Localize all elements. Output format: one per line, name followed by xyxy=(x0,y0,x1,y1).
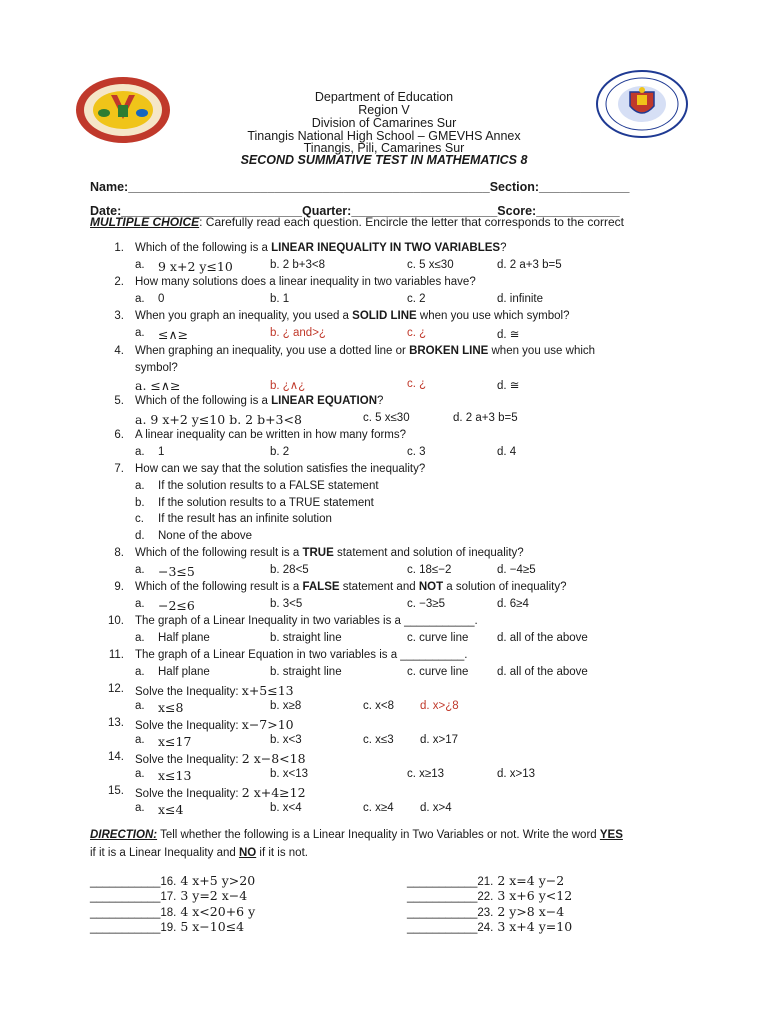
choice-a-letter[interactable]: a. xyxy=(135,259,145,271)
choice-d[interactable]: d. x>¿8 xyxy=(420,700,459,712)
choice-b[interactable]: b. x<4 xyxy=(270,802,302,814)
choice-a[interactable]: Half plane xyxy=(158,632,210,644)
choice-c[interactable]: c. 3 xyxy=(407,446,426,458)
choice-d[interactable]: d. all of the above xyxy=(497,632,588,644)
choice-a[interactable]: ≤∧≥ xyxy=(158,327,189,342)
multiple-choice-label: MULTIPLE CHOICE xyxy=(90,215,200,229)
choice-a[interactable]: 1 xyxy=(158,446,165,458)
question-keyword: TRUE xyxy=(302,547,334,559)
instructions-text: : Carefully read each question. Encircle the letter that corresponds to the correct xyxy=(199,215,624,229)
question-number: 13. xyxy=(108,717,124,729)
choice-letter[interactable]: d. xyxy=(135,530,145,543)
choice-a[interactable]: x≤17 xyxy=(158,734,192,749)
choice-c[interactable]: c. x≤3 xyxy=(363,734,394,746)
question-expression: x−7>10 xyxy=(241,717,294,732)
choice-a-letter[interactable]: a. xyxy=(135,802,145,814)
question-expression: 2 x−8<18 xyxy=(241,751,306,766)
date-quarter-score-field[interactable]: Date:__________________________Quarter:_____________________Score:____________ xyxy=(90,204,620,218)
choice-b[interactable]: b. 28<5 xyxy=(270,564,309,576)
question-number: 14. xyxy=(108,751,124,763)
answer-blank[interactable]: ___________ xyxy=(90,921,161,934)
answer-blank[interactable]: ___________ xyxy=(407,906,478,919)
choice-a-letter[interactable]: a. xyxy=(135,293,145,305)
name-section-field[interactable]: Name:____________________________________________________Section:_____________ xyxy=(90,180,630,194)
item-number: 18. xyxy=(160,906,177,919)
question-number: 1. xyxy=(114,242,124,254)
question-text: Solve the Inequality: x+5≤13 xyxy=(135,683,294,698)
choice-a[interactable]: x≤8 xyxy=(158,700,184,715)
choice-a-letter[interactable]: a. xyxy=(135,632,145,644)
choice-b[interactable]: b. straight line xyxy=(270,632,342,644)
question-number: 9. xyxy=(114,581,124,593)
choice-c[interactable]: c. curve line xyxy=(407,666,469,678)
item-expression: 4 x<20+6 y xyxy=(176,903,256,919)
choice-a[interactable]: a. 9 x+2 y≤10 b. 2 b+3<8 xyxy=(135,412,302,427)
question-text: Which of the following result is a TRUE statement and solution of inequality? xyxy=(135,547,524,559)
question-keyword: FALSE xyxy=(302,581,340,593)
question-number: 15. xyxy=(108,785,124,797)
choice-text[interactable]: If the result has an infinite solution xyxy=(158,513,332,526)
question-text: When graphing an inequality, you use a dotted line or BROKEN LINE when you use which xyxy=(135,345,596,357)
choice-d[interactable]: d. 4 xyxy=(497,446,517,458)
choice-c[interactable]: c. x≥13 xyxy=(407,768,444,780)
choice-d[interactable]: d. 2 a+3 b=5 xyxy=(453,412,518,424)
header-division: Division of Camarines Sur xyxy=(311,116,457,130)
choice-c[interactable]: c. x≥4 xyxy=(363,802,394,814)
item-expression: 2 y>8 x−4 xyxy=(493,903,565,919)
question-number: 7. xyxy=(114,463,124,475)
direction-paragraph-line2: if it is a Linear Inequality and NO if it is not. xyxy=(90,847,308,859)
question-number: 8. xyxy=(114,547,124,559)
question-text: Which of the following result is a FALSE statement and NOT a solution of inequality? xyxy=(135,581,567,593)
choice-b[interactable]: b. x<3 xyxy=(270,734,302,746)
choice-d[interactable]: d. x>13 xyxy=(497,768,536,780)
item-expression: 4 x+5 y>20 xyxy=(176,873,256,888)
question-text: Solve the Inequality: 2 x+4≥12 xyxy=(135,785,306,800)
choice-text[interactable]: None of the above xyxy=(158,530,252,543)
item-expression: 3 y=2 x−4 xyxy=(176,888,248,904)
choice-b[interactable]: b. straight line xyxy=(270,666,342,678)
item-expression: 5 x−10≤4 xyxy=(176,918,245,934)
choice-c[interactable]: c. x<8 xyxy=(363,700,395,712)
choice-b[interactable]: b. 3<5 xyxy=(270,598,303,610)
choice-c[interactable]: c. 5 x≤30 xyxy=(407,259,454,271)
header-department: Department of Education xyxy=(314,90,454,104)
choice-d[interactable]: d. 6≥4 xyxy=(497,598,529,610)
question-number: 11. xyxy=(108,649,124,661)
choice-c[interactable]: c. 5 x≤30 xyxy=(363,412,410,424)
header-region: Region V xyxy=(358,103,410,117)
question-text: The graph of a Linear Equation in two variables is a __________. xyxy=(135,649,468,661)
choice-a-letter[interactable]: a. xyxy=(135,768,145,780)
choice-a-letter[interactable]: a. xyxy=(135,564,145,576)
choice-a[interactable]: x≤4 xyxy=(158,802,184,817)
header-address: Tinangis, Pili, Camarines Sur xyxy=(303,141,465,155)
direction-paragraph: DIRECTION: Tell whether the following is a Linear Inequality in Two Variables or not. Write the word YES xyxy=(90,829,623,841)
item-number: 22. xyxy=(477,891,494,904)
item-number: 17. xyxy=(160,891,177,904)
choice-a-letter[interactable]: a. xyxy=(135,598,145,610)
question-expression: x+5≤13 xyxy=(241,683,294,698)
question-number: 6. xyxy=(114,429,124,441)
answer-blank[interactable]: ___________ xyxy=(90,891,161,904)
choice-d[interactable]: d. ≅ xyxy=(497,380,520,392)
choice-d[interactable]: d. all of the above xyxy=(497,666,588,678)
question-number: 5. xyxy=(114,395,124,407)
choice-a[interactable]: a. ≤∧≥ xyxy=(135,378,181,393)
no-word: NO xyxy=(238,847,257,859)
choice-b[interactable]: b. ¿ and>¿ xyxy=(270,327,326,339)
question-keyword: BROKEN LINE xyxy=(409,345,489,357)
choice-b[interactable]: b. 1 xyxy=(270,293,290,305)
choice-letter[interactable]: b. xyxy=(135,496,145,509)
question-text: When you graph an inequality, you used a SOLID LINE when you use which symbol? xyxy=(135,310,570,322)
answer-blank[interactable]: ___________ xyxy=(407,876,478,888)
choice-d[interactable]: d. x>4 xyxy=(420,802,452,814)
item-24 xyxy=(407,919,572,934)
question-text: Solve the Inequality: x−7>10 xyxy=(135,717,294,732)
choice-c[interactable]: c. 18≤−2 xyxy=(407,564,452,576)
choice-letter[interactable]: a. xyxy=(135,480,145,492)
choice-b[interactable]: b. ¿∧¿ xyxy=(270,380,306,392)
item-number: 24. xyxy=(477,921,494,934)
choice-a-letter[interactable]: a. xyxy=(135,327,145,339)
test-title: SECOND SUMMATIVE TEST IN MATHEMATICS 8 xyxy=(240,153,528,167)
item-expression: 2 x=4 y−2 xyxy=(493,873,565,888)
answer-blank[interactable]: ___________ xyxy=(90,876,161,888)
question-keyword: LINEAR EQUATION xyxy=(271,395,377,407)
choice-d[interactable]: d. ≅ xyxy=(497,329,520,341)
choice-a[interactable]: 9 x+2 y≤10 xyxy=(158,259,233,274)
item-16 xyxy=(90,873,255,888)
yes-word: YES xyxy=(599,829,623,841)
choice-d[interactable]: d. 2 a+3 b=5 xyxy=(497,259,562,271)
multiple-choice-instructions xyxy=(90,215,624,229)
choice-a-letter[interactable]: a. xyxy=(135,666,145,678)
item-23 xyxy=(407,904,564,919)
choice-d[interactable]: d. −4≥5 xyxy=(497,564,536,576)
choice-a[interactable]: x≤13 xyxy=(158,768,192,783)
choice-c[interactable]: c. curve line xyxy=(407,632,469,644)
choice-d[interactable]: d. infinite xyxy=(497,293,544,305)
item-number: 19. xyxy=(160,921,177,934)
question-number: 10. xyxy=(108,615,124,627)
answer-blank[interactable]: ___________ xyxy=(90,906,161,919)
header-school: Tinangis National High School – GMEVHS Annex xyxy=(247,129,521,143)
choice-c[interactable]: c. −3≥5 xyxy=(407,598,445,610)
choice-a[interactable]: Half plane xyxy=(158,666,210,678)
item-expression: 3 x+6 y<12 xyxy=(493,888,573,904)
choice-a[interactable]: 0 xyxy=(158,293,165,305)
question-text: Which of the following is a LINEAR INEQUALITY IN TWO VARIABLES? xyxy=(135,242,507,254)
choice-c[interactable]: c. ¿ xyxy=(407,378,427,390)
question-text: How can we say that the solution satisfies the inequality? xyxy=(135,463,426,475)
choice-a[interactable]: −3≤5 xyxy=(158,564,195,579)
item-number: 21. xyxy=(477,876,494,888)
item-17 xyxy=(90,888,247,903)
question-number: 12. xyxy=(108,683,124,695)
choice-text[interactable]: If the solution results to a TRUE statement xyxy=(158,496,374,509)
item-number: 16. xyxy=(160,876,177,888)
choice-a-letter[interactable]: a. xyxy=(135,700,145,712)
direction-label: DIRECTION: xyxy=(90,829,158,841)
choice-letter[interactable]: c. xyxy=(135,513,144,526)
choice-b[interactable]: b. x≥8 xyxy=(270,700,302,712)
choice-a[interactable]: −2≤6 xyxy=(158,598,195,613)
question-text-continued: symbol? xyxy=(135,362,178,374)
choice-a-letter[interactable]: a. xyxy=(135,734,145,746)
item-expression: 3 x+4 y=10 xyxy=(493,918,573,934)
choice-b[interactable]: b. x<13 xyxy=(270,768,309,780)
question-text: Which of the following is a LINEAR EQUATION? xyxy=(135,395,384,407)
choice-text[interactable]: If the solution results to a FALSE statement xyxy=(158,480,379,492)
question-number: 3. xyxy=(114,310,124,322)
question-number: 4. xyxy=(114,345,124,357)
answer-blank[interactable]: ___________ xyxy=(407,891,478,904)
item-22 xyxy=(407,888,572,903)
question-keyword: LINEAR INEQUALITY IN TWO VARIABLES xyxy=(271,242,501,254)
question-text: The graph of a Linear Inequality in two variables is a ___________. xyxy=(135,615,478,627)
question-text: How many solutions does a linear inequality in two variables have? xyxy=(135,276,476,288)
question-expression: 2 x+4≥12 xyxy=(241,785,306,800)
item-21 xyxy=(407,873,564,888)
answer-blank[interactable]: ___________ xyxy=(407,921,478,934)
question-text: A linear inequality can be written in how many forms? xyxy=(135,429,407,441)
question-keyword: SOLID LINE xyxy=(352,310,417,322)
choice-c[interactable]: c. ¿ xyxy=(407,327,427,339)
choice-c[interactable]: c. 2 xyxy=(407,293,426,305)
question-text: Solve the Inequality: 2 x−8<18 xyxy=(135,751,306,766)
question-number: 2. xyxy=(114,276,124,288)
choice-a-letter[interactable]: a. xyxy=(135,446,145,458)
item-number: 23. xyxy=(477,906,494,919)
item-18 xyxy=(90,904,255,919)
item-19 xyxy=(90,919,244,934)
choice-b[interactable]: b. 2 xyxy=(270,446,290,458)
question-keyword: NOT xyxy=(418,581,444,593)
choice-d[interactable]: d. x>17 xyxy=(420,734,459,746)
choice-b[interactable]: b. 2 b+3<8 xyxy=(270,259,325,271)
